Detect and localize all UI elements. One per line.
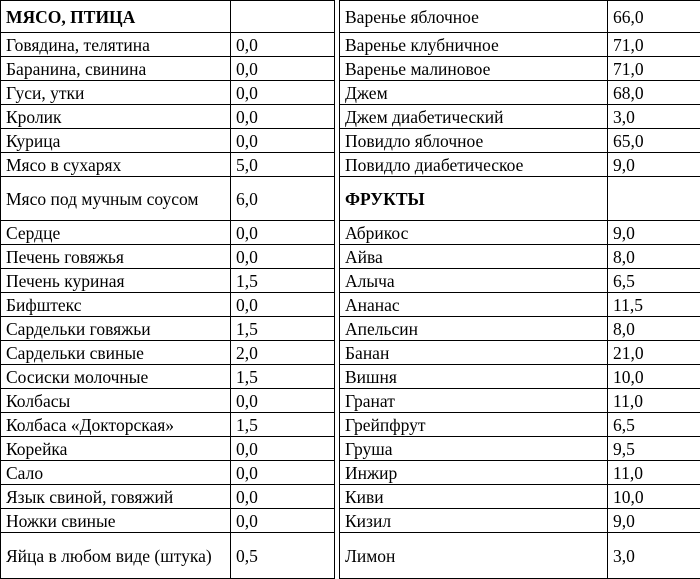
product-name: Варенье клубничное [340, 33, 608, 57]
carb-value: 71,0 [608, 33, 700, 57]
product-name: Инжир [340, 461, 608, 485]
carb-value: 11,0 [608, 389, 700, 413]
product-name: Сало [1, 461, 231, 485]
carb-value: 0,0 [231, 129, 335, 153]
product-name: Говядина, телятина [1, 33, 231, 57]
product-name: Повидло яблочное [340, 129, 608, 153]
table-row [1, 1, 700, 33]
table-row [1, 317, 700, 341]
product-name: Банан [340, 341, 608, 365]
product-name: Бифштекс [1, 293, 231, 317]
product-name: Айва [340, 245, 608, 269]
table-row [1, 57, 700, 81]
product-name: Мясо в сухарях [1, 153, 231, 177]
table-row [1, 293, 700, 317]
product-name: Гранат [340, 389, 608, 413]
carb-value: 1,5 [231, 413, 335, 437]
product-name: Грейпфрут [340, 413, 608, 437]
product-name: Печень говяжья [1, 245, 231, 269]
table-row [1, 389, 700, 413]
carb-value: 68,0 [608, 81, 700, 105]
section-header-meat: МЯСО, ПТИЦА [1, 1, 231, 33]
carb-value: 11,0 [608, 461, 700, 485]
carb-value: 0,0 [231, 105, 335, 129]
table-row [1, 153, 700, 177]
carb-value: 71,0 [608, 57, 700, 81]
section-header-blank [231, 1, 335, 33]
product-name: Яйца в любом виде (штука) [1, 533, 231, 579]
table-row [1, 509, 700, 533]
carb-value: 0,0 [231, 293, 335, 317]
section-header-fruits: ФРУКТЫ [340, 177, 608, 221]
table-row [1, 221, 700, 245]
product-name: Груша [340, 437, 608, 461]
carb-value: 0,0 [231, 81, 335, 105]
product-name: Печень куриная [1, 269, 231, 293]
table-row [1, 533, 700, 579]
carb-value: 0,0 [231, 389, 335, 413]
product-name: Абрикос [340, 221, 608, 245]
carb-value: 0,0 [231, 221, 335, 245]
carb-value: 8,0 [608, 245, 700, 269]
carb-value: 6,0 [231, 177, 335, 221]
product-name: Сердце [1, 221, 231, 245]
table-body [1, 1, 700, 579]
carb-value: 10,0 [608, 485, 700, 509]
product-name: Повидло диабетическое [340, 153, 608, 177]
carb-value: 1,5 [231, 317, 335, 341]
product-name: Кролик [1, 105, 231, 129]
carb-value: 0,0 [231, 33, 335, 57]
carb-value: 21,0 [608, 341, 700, 365]
carb-value: 8,0 [608, 317, 700, 341]
carb-value: 1,5 [231, 365, 335, 389]
product-name: Колбасы [1, 389, 231, 413]
table-row [1, 269, 700, 293]
carb-value: 0,0 [231, 485, 335, 509]
product-name: Баранина, свинина [1, 57, 231, 81]
carb-value: 5,0 [231, 153, 335, 177]
product-name: Джем диабетический [340, 105, 608, 129]
carb-value: 9,0 [608, 153, 700, 177]
table-row [1, 129, 700, 153]
table-row [1, 245, 700, 269]
product-name: Киви [340, 485, 608, 509]
table-row [1, 177, 700, 221]
carb-value: 3,0 [608, 533, 700, 579]
product-name: Сосиски молочные [1, 365, 231, 389]
product-name: Вишня [340, 365, 608, 389]
carb-value: 0,0 [231, 57, 335, 81]
product-name: Колбаса «Докторская» [1, 413, 231, 437]
carb-value: 3,0 [608, 105, 700, 129]
product-name: Сардельки свиные [1, 341, 231, 365]
table-row [1, 461, 700, 485]
carb-value: 65,0 [608, 129, 700, 153]
carb-value: 10,0 [608, 365, 700, 389]
carb-value: 6,5 [608, 413, 700, 437]
carb-value: 0,5 [231, 533, 335, 579]
carb-value: 0,0 [231, 509, 335, 533]
table-row [1, 81, 700, 105]
table-row [1, 365, 700, 389]
product-name: Сардельки говяжьи [1, 317, 231, 341]
table-row [1, 437, 700, 461]
product-name: Корейка [1, 437, 231, 461]
product-name: Алыча [340, 269, 608, 293]
product-name: Курица [1, 129, 231, 153]
carb-value: 6,5 [608, 269, 700, 293]
product-name: Гуси, утки [1, 81, 231, 105]
carb-value: 1,5 [231, 269, 335, 293]
carb-value: 9,5 [608, 437, 700, 461]
product-name: Варенье яблочное [340, 1, 608, 33]
product-name: Джем [340, 81, 608, 105]
carb-value: 66,0 [608, 1, 700, 33]
product-name: Лимон [340, 533, 608, 579]
table-row [1, 413, 700, 437]
product-name: Мясо под мучным соусом [1, 177, 231, 221]
carb-value: 2,0 [231, 341, 335, 365]
product-name: Варенье малиновое [340, 57, 608, 81]
carb-value: 9,0 [608, 221, 700, 245]
table-row [1, 341, 700, 365]
product-name: Язык свиной, говяжий [1, 485, 231, 509]
product-name: Кизил [340, 509, 608, 533]
carb-value: 0,0 [231, 245, 335, 269]
carb-value: 9,0 [608, 509, 700, 533]
carb-value: 0,0 [231, 437, 335, 461]
table-row [1, 485, 700, 509]
product-name: Апельсин [340, 317, 608, 341]
carb-value: 11,5 [608, 293, 700, 317]
table-row [1, 105, 700, 129]
section-header-blank [608, 177, 700, 221]
table-row [1, 33, 700, 57]
carb-value: 0,0 [231, 461, 335, 485]
product-name: Ананас [340, 293, 608, 317]
product-name: Ножки свиные [1, 509, 231, 533]
